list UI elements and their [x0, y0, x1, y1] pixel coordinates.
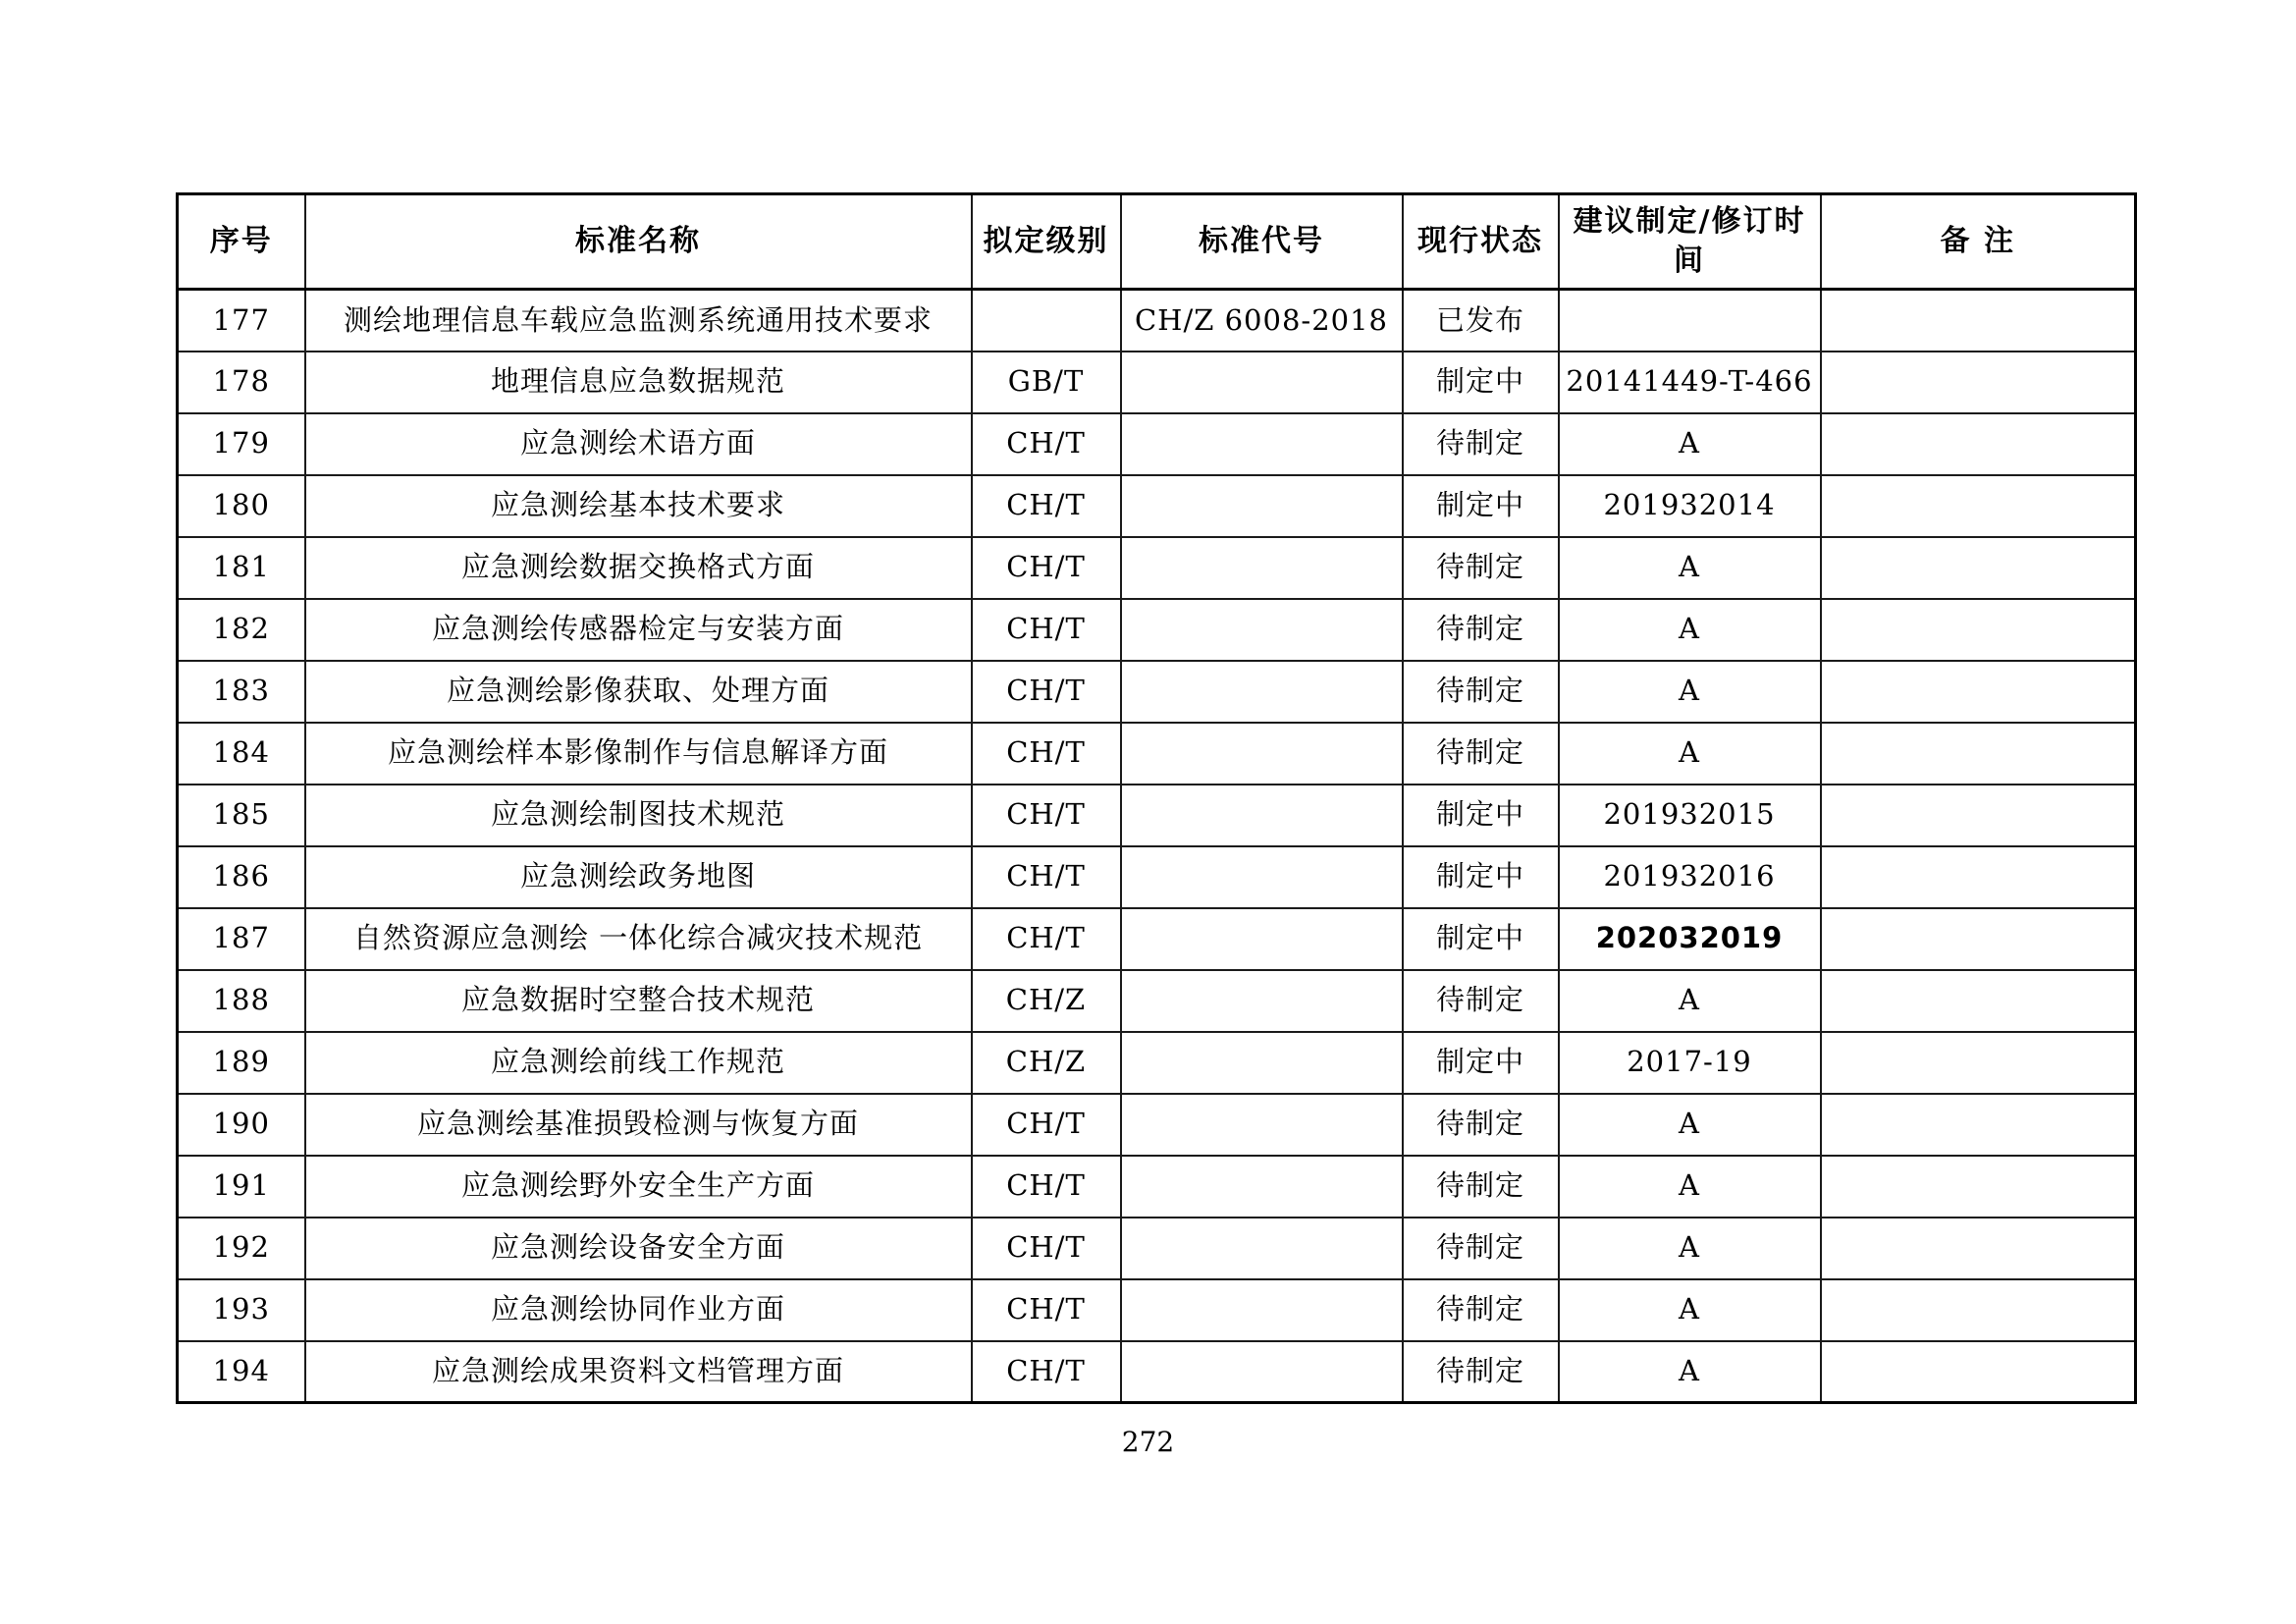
cell-current-status: 待制定 — [1403, 599, 1559, 661]
cell-standard-name: 应急测绘数据交换格式方面 — [305, 537, 972, 599]
cell-standard-code — [1121, 1218, 1403, 1279]
cell-proposed-level: CH/T — [972, 537, 1121, 599]
cell-proposed-level: CH/T — [972, 475, 1121, 537]
cell-current-status: 待制定 — [1403, 661, 1559, 723]
cell-standard-name: 应急测绘传感器检定与安装方面 — [305, 599, 972, 661]
cell-standard-code — [1121, 1341, 1403, 1403]
header-standard-name: 标准名称 — [305, 194, 972, 290]
table-row — [178, 1218, 2136, 1279]
cell-proposed-level: CH/T — [972, 1094, 1121, 1156]
table-body — [178, 290, 2136, 1403]
cell-suggested-time: A — [1559, 413, 1821, 475]
cell-current-status: 待制定 — [1403, 413, 1559, 475]
standards-table — [176, 192, 2137, 1404]
cell-serial-number: 192 — [178, 1218, 305, 1279]
cell-proposed-level: CH/T — [972, 413, 1121, 475]
cell-proposed-level: GB/T — [972, 352, 1121, 413]
cell-serial-number: 182 — [178, 599, 305, 661]
cell-proposed-level: CH/T — [972, 723, 1121, 785]
cell-remark — [1821, 1218, 2136, 1279]
cell-standard-name: 应急测绘前线工作规范 — [305, 1032, 972, 1094]
cell-suggested-time: A — [1559, 1218, 1821, 1279]
cell-current-status: 制定中 — [1403, 846, 1559, 908]
header-standard-code: 标准代号 — [1121, 194, 1403, 290]
cell-current-status: 制定中 — [1403, 352, 1559, 413]
cell-current-status: 待制定 — [1403, 1341, 1559, 1403]
table-row — [178, 1094, 2136, 1156]
cell-current-status: 制定中 — [1403, 785, 1559, 846]
cell-remark — [1821, 661, 2136, 723]
cell-proposed-level: CH/T — [972, 1156, 1121, 1218]
cell-serial-number: 187 — [178, 908, 305, 970]
cell-proposed-level: CH/T — [972, 1279, 1121, 1341]
cell-remark — [1821, 970, 2136, 1032]
cell-remark — [1821, 846, 2136, 908]
cell-current-status: 制定中 — [1403, 475, 1559, 537]
cell-suggested-time: 20141449-T-466 — [1559, 352, 1821, 413]
cell-remark — [1821, 1279, 2136, 1341]
table-row — [178, 599, 2136, 661]
cell-remark — [1821, 537, 2136, 599]
cell-current-status: 待制定 — [1403, 723, 1559, 785]
cell-standard-name: 应急测绘术语方面 — [305, 413, 972, 475]
cell-standard-code — [1121, 599, 1403, 661]
cell-suggested-time: A — [1559, 1094, 1821, 1156]
cell-suggested-time: A — [1559, 1156, 1821, 1218]
table-row — [178, 1341, 2136, 1403]
cell-serial-number: 186 — [178, 846, 305, 908]
cell-standard-code: CH/Z 6008-2018 — [1121, 290, 1403, 352]
cell-standard-code — [1121, 1156, 1403, 1218]
cell-suggested-time: A — [1559, 599, 1821, 661]
table-row — [178, 537, 2136, 599]
cell-current-status: 制定中 — [1403, 1032, 1559, 1094]
cell-remark — [1821, 785, 2136, 846]
cell-remark — [1821, 1156, 2136, 1218]
cell-suggested-time: A — [1559, 723, 1821, 785]
table-header — [178, 194, 2136, 290]
cell-remark — [1821, 723, 2136, 785]
cell-standard-code — [1121, 352, 1403, 413]
cell-remark — [1821, 413, 2136, 475]
cell-standard-code — [1121, 846, 1403, 908]
table-row — [178, 290, 2136, 352]
header-current-status: 现行状态 — [1403, 194, 1559, 290]
cell-proposed-level: CH/T — [972, 1341, 1121, 1403]
cell-standard-name: 地理信息应急数据规范 — [305, 352, 972, 413]
cell-serial-number: 194 — [178, 1341, 305, 1403]
header-remarks: 备 注 — [1821, 194, 2136, 290]
cell-serial-number: 184 — [178, 723, 305, 785]
table-row — [178, 723, 2136, 785]
cell-remark — [1821, 1094, 2136, 1156]
cell-current-status: 待制定 — [1403, 970, 1559, 1032]
cell-remark — [1821, 475, 2136, 537]
table-row — [178, 475, 2136, 537]
cell-serial-number: 190 — [178, 1094, 305, 1156]
cell-proposed-level: CH/T — [972, 908, 1121, 970]
cell-standard-name: 应急测绘成果资料文档管理方面 — [305, 1341, 972, 1403]
cell-current-status: 待制定 — [1403, 1094, 1559, 1156]
cell-remark — [1821, 1341, 2136, 1403]
table-row — [178, 413, 2136, 475]
cell-standard-code — [1121, 537, 1403, 599]
cell-current-status: 已发布 — [1403, 290, 1559, 352]
cell-proposed-level: CH/T — [972, 661, 1121, 723]
cell-suggested-time — [1559, 290, 1821, 352]
cell-standard-code — [1121, 475, 1403, 537]
cell-standard-name: 应急测绘野外安全生产方面 — [305, 1156, 972, 1218]
cell-suggested-time: A — [1559, 970, 1821, 1032]
cell-proposed-level: CH/T — [972, 785, 1121, 846]
table-row — [178, 785, 2136, 846]
cell-standard-name: 测绘地理信息车载应急监测系统通用技术要求 — [305, 290, 972, 352]
cell-standard-name: 自然资源应急测绘 一体化综合减灾技术规范 — [305, 908, 972, 970]
cell-remark — [1821, 352, 2136, 413]
cell-serial-number: 189 — [178, 1032, 305, 1094]
cell-remark — [1821, 908, 2136, 970]
cell-current-status: 待制定 — [1403, 1218, 1559, 1279]
table-row — [178, 970, 2136, 1032]
cell-standard-code — [1121, 970, 1403, 1032]
table-row — [178, 908, 2136, 970]
cell-standard-name: 应急测绘政务地图 — [305, 846, 972, 908]
table-row — [178, 661, 2136, 723]
cell-proposed-level: CH/T — [972, 846, 1121, 908]
cell-standard-code — [1121, 661, 1403, 723]
header-proposed-level: 拟定级别 — [972, 194, 1121, 290]
cell-serial-number: 180 — [178, 475, 305, 537]
cell-standard-code — [1121, 413, 1403, 475]
table-row — [178, 846, 2136, 908]
cell-suggested-time: 201932014 — [1559, 475, 1821, 537]
cell-standard-name: 应急测绘基准损毁检测与恢复方面 — [305, 1094, 972, 1156]
cell-serial-number: 188 — [178, 970, 305, 1032]
cell-proposed-level: CH/T — [972, 599, 1121, 661]
cell-suggested-time: A — [1559, 1279, 1821, 1341]
header-serial-number: 序号 — [178, 194, 305, 290]
cell-serial-number: 178 — [178, 352, 305, 413]
cell-proposed-level: CH/T — [972, 1218, 1121, 1279]
cell-serial-number: 183 — [178, 661, 305, 723]
table-row — [178, 1279, 2136, 1341]
cell-standard-name: 应急测绘基本技术要求 — [305, 475, 972, 537]
cell-serial-number: 193 — [178, 1279, 305, 1341]
cell-proposed-level: CH/Z — [972, 970, 1121, 1032]
cell-proposed-level — [972, 290, 1121, 352]
cell-current-status: 待制定 — [1403, 1279, 1559, 1341]
cell-remark — [1821, 290, 2136, 352]
cell-standard-code — [1121, 1032, 1403, 1094]
cell-suggested-time: A — [1559, 661, 1821, 723]
cell-suggested-time: A — [1559, 537, 1821, 599]
cell-suggested-time: 201932016 — [1559, 846, 1821, 908]
cell-standard-name: 应急测绘样本影像制作与信息解译方面 — [305, 723, 972, 785]
cell-suggested-time: 201932015 — [1559, 785, 1821, 846]
cell-serial-number: 179 — [178, 413, 305, 475]
cell-standard-code — [1121, 1279, 1403, 1341]
header-suggested-time: 建议制定/修订时间 — [1559, 194, 1821, 290]
cell-current-status: 制定中 — [1403, 908, 1559, 970]
cell-standard-name: 应急测绘影像获取、处理方面 — [305, 661, 972, 723]
cell-proposed-level: CH/Z — [972, 1032, 1121, 1094]
cell-standard-name: 应急测绘设备安全方面 — [305, 1218, 972, 1279]
cell-current-status: 待制定 — [1403, 537, 1559, 599]
table-row — [178, 1032, 2136, 1094]
cell-current-status: 待制定 — [1403, 1156, 1559, 1218]
page-number: 272 — [1121, 1426, 1175, 1458]
cell-suggested-time: 2017-19 — [1559, 1032, 1821, 1094]
table-row — [178, 352, 2136, 413]
cell-standard-name: 应急测绘协同作业方面 — [305, 1279, 972, 1341]
table-row — [178, 1156, 2136, 1218]
cell-standard-code — [1121, 785, 1403, 846]
table-header-row — [178, 194, 2136, 290]
cell-serial-number: 181 — [178, 537, 305, 599]
cell-serial-number: 191 — [178, 1156, 305, 1218]
cell-standard-code — [1121, 908, 1403, 970]
cell-suggested-time: A — [1559, 1341, 1821, 1403]
cell-standard-name: 应急数据时空整合技术规范 — [305, 970, 972, 1032]
cell-remark — [1821, 599, 2136, 661]
cell-standard-name: 应急测绘制图技术规范 — [305, 785, 972, 846]
cell-standard-code — [1121, 723, 1403, 785]
cell-remark — [1821, 1032, 2136, 1094]
cell-serial-number: 185 — [178, 785, 305, 846]
cell-standard-code — [1121, 1094, 1403, 1156]
cell-serial-number: 177 — [178, 290, 305, 352]
cell-suggested-time: 202032019 — [1559, 908, 1821, 970]
